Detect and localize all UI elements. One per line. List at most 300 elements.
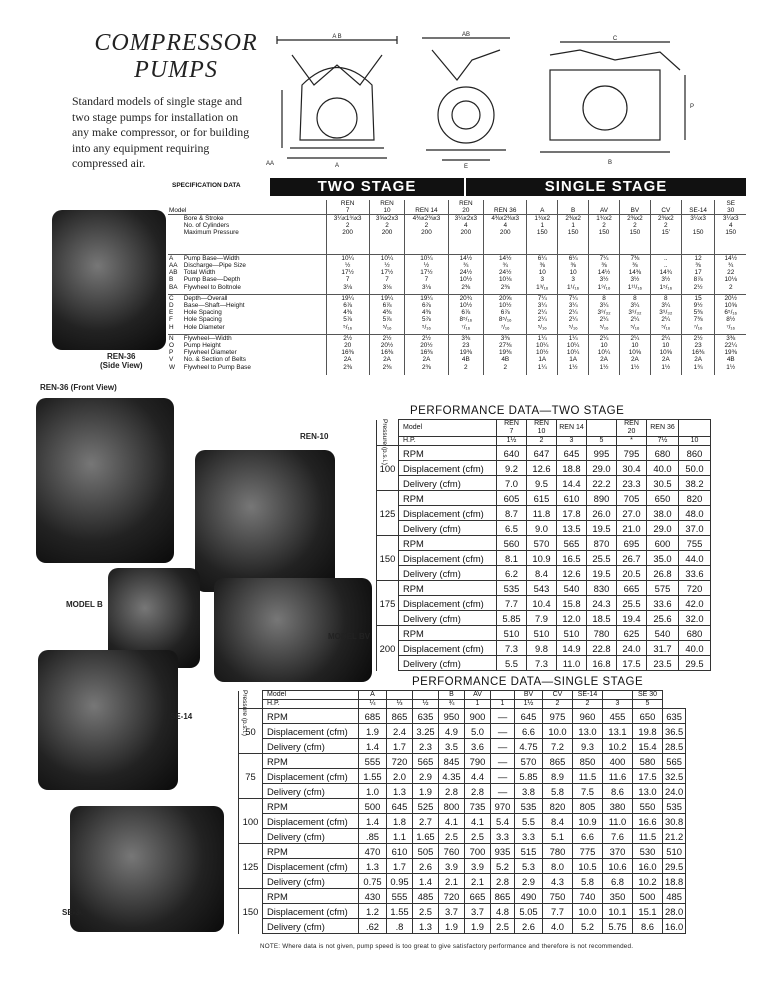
value-cell: 14.4 <box>557 476 587 491</box>
hp-value: ¼ <box>359 700 387 709</box>
value-cell: 7.7 <box>543 904 573 919</box>
spec-value: 2¼ 10 10⅝ 2A 1½ <box>619 335 650 375</box>
perf_two-data-row <box>377 461 711 476</box>
spec-letters: A AA AB B BA <box>168 255 183 295</box>
value-cell: 870 <box>587 536 617 551</box>
spec-model-header: REN 10 <box>369 200 405 215</box>
perf_two-data-row <box>377 566 711 581</box>
value-cell: 2.7 <box>413 814 439 829</box>
value-cell: 16.5 <box>557 551 587 566</box>
value-cell: 10.6 <box>603 859 633 874</box>
model-header: SE-14 <box>573 691 603 700</box>
spec-model-header: CV <box>650 200 681 215</box>
pressure-value: 75 <box>239 754 263 799</box>
value-cell: 3.6 <box>465 739 491 754</box>
row-parameter: Delivery (cfm) <box>399 566 497 581</box>
value-cell: 11.5 <box>633 829 663 844</box>
intro-text: Standard models of single stage and two stage pumps for installation on any make compressor, or for building into any equipment requiring compressed air. <box>72 94 250 170</box>
row-parameter: Delivery (cfm) <box>399 656 497 671</box>
row-parameter: RPM <box>263 709 359 724</box>
value-cell: 535 <box>497 581 527 596</box>
hp-value: * <box>617 437 647 446</box>
value-cell: 9.2 <box>497 461 527 476</box>
value-cell: 2.1 <box>439 874 465 889</box>
value-cell: 33.6 <box>647 596 679 611</box>
value-cell: 10.1 <box>603 904 633 919</box>
model-header <box>413 691 439 700</box>
value-cell: 530 <box>633 844 663 859</box>
row-parameter: RPM <box>399 446 497 461</box>
value-cell: 35.0 <box>647 551 679 566</box>
spec-value: 1¾x2 2 150 <box>589 215 620 255</box>
spec-value: 1¼ 10¼ 10½ 1A 1¼ <box>527 335 558 375</box>
model-bv-photo <box>214 578 372 682</box>
row-parameter: Delivery (cfm) <box>263 874 359 889</box>
value-cell: 1.4 <box>359 814 387 829</box>
value-cell: — <box>491 709 515 724</box>
spec-grid <box>168 200 746 375</box>
spec-value: 4⅜x2⅜x3 2 200 <box>405 215 448 255</box>
pressure-value: 100 <box>239 799 263 844</box>
model-header <box>387 691 413 700</box>
spec-value: 12 ⅜ 17 8⅞ 2½ <box>681 255 715 295</box>
se14-caption: SE-14 <box>170 712 193 721</box>
value-cell: 5.4 <box>491 814 515 829</box>
model-header: BV <box>515 691 543 700</box>
value-cell: 9.0 <box>527 521 557 536</box>
value-cell: 4.1 <box>465 814 491 829</box>
pressure-value: 200 <box>377 626 399 671</box>
two-stage-band: TWO STAGE <box>270 178 464 196</box>
spec-value: 3⅜ 23 19⅜ 4B 2 <box>448 335 484 375</box>
value-cell: 2.8 <box>491 874 515 889</box>
spec-model-header: B <box>558 200 589 215</box>
spec-letters: C D E F H <box>168 295 183 335</box>
value-cell: 15.8 <box>557 596 587 611</box>
value-cell: 18.5 <box>587 611 617 626</box>
value-cell: 8.7 <box>497 506 527 521</box>
pressure-value: 125 <box>239 844 263 889</box>
value-cell: 565 <box>663 754 686 769</box>
value-cell: 645 <box>387 799 413 814</box>
pressure-col-spacer <box>239 700 263 709</box>
value-cell: 24.0 <box>663 784 686 799</box>
value-cell: 1.2 <box>359 904 387 919</box>
value-cell: 2.8 <box>439 784 465 799</box>
spec-value: 2½ 20 16⅜ 2A 2⅜ <box>326 335 369 375</box>
value-cell: 735 <box>465 799 491 814</box>
value-cell: 6.6 <box>515 724 543 739</box>
value-cell: 21.0 <box>617 521 647 536</box>
value-cell: 4.0 <box>543 919 573 934</box>
value-cell: 2.9 <box>413 769 439 784</box>
perf_single-data-row <box>239 919 686 934</box>
spec-value: 2½ 23 16⅜ 2A 1¾ <box>681 335 715 375</box>
value-cell: 1.9 <box>413 784 439 799</box>
value-cell: 1.0 <box>359 784 387 799</box>
value-cell: 6.5 <box>497 521 527 536</box>
spec-model-header: SE 30 <box>715 200 746 215</box>
spec-model-header: REN 14 <box>405 200 448 215</box>
value-cell: 18.8 <box>663 874 686 889</box>
value-cell: 26.0 <box>587 506 617 521</box>
value-cell: 1.7 <box>387 739 413 754</box>
value-cell: 7.9 <box>527 611 557 626</box>
value-cell: 550 <box>633 799 663 814</box>
value-cell: 760 <box>439 844 465 859</box>
value-cell: 7.3 <box>527 656 557 671</box>
value-cell: 510 <box>497 626 527 641</box>
perf_single-data-row <box>239 874 686 889</box>
perf-single-title: PERFORMANCE DATA—SINGLE STAGE <box>412 676 644 688</box>
perf_two-data-row <box>377 506 711 521</box>
value-cell: 14.9 <box>557 641 587 656</box>
value-cell: 540 <box>557 581 587 596</box>
perf_two-data-row <box>377 626 711 641</box>
row-parameter: Delivery (cfm) <box>263 829 359 844</box>
value-cell: 21.2 <box>663 829 686 844</box>
value-cell: 3.7 <box>439 904 465 919</box>
spec-value: 15 9½ 5⅜ 7⅜ ⁷/₁₆ <box>681 295 715 335</box>
value-cell: 23.5 <box>647 656 679 671</box>
perf_single-data-row <box>239 904 686 919</box>
value-cell: 7.6 <box>603 829 633 844</box>
value-cell: 7.7 <box>497 596 527 611</box>
spec-labels: Pump Base—Width Discharge—Pipe Size Total Width Pump Base—Depth Flywheel to Boltnole <box>183 255 326 295</box>
value-cell: .85 <box>359 829 387 844</box>
value-cell: 1.55 <box>387 904 413 919</box>
spec-header <box>168 178 746 196</box>
row-parameter: Displacement (cfm) <box>399 506 497 521</box>
value-cell: .62 <box>359 919 387 934</box>
spec-model-header: REN 7 <box>326 200 369 215</box>
hp-label: H.P. <box>263 700 359 709</box>
page-title: COMPRESSOR PUMPS <box>94 30 258 83</box>
value-cell: 8.6 <box>603 784 633 799</box>
value-cell: 5.8 <box>543 784 573 799</box>
value-cell: 29.0 <box>587 461 617 476</box>
ren36-side-caption: REN-36 (Side View) <box>100 352 143 370</box>
value-cell: 29.5 <box>679 656 711 671</box>
value-cell: 6.2 <box>497 566 527 581</box>
value-cell: 19.5 <box>587 566 617 581</box>
perf_two-data-row <box>377 641 711 656</box>
row-parameter: Displacement (cfm) <box>263 904 359 919</box>
spec-value: 3⅝x2x3 2 200 <box>369 215 405 255</box>
value-cell: 42.0 <box>679 596 711 611</box>
perf_single-data-row <box>239 814 686 829</box>
model-label: Model <box>169 207 187 215</box>
value-cell: 680 <box>647 446 679 461</box>
perf_two-hp-row <box>377 437 711 446</box>
value-cell: 10.0 <box>543 724 573 739</box>
value-cell: 9.8 <box>527 641 557 656</box>
hp-value: ¾ <box>439 700 465 709</box>
value-cell: 5.85 <box>515 769 543 784</box>
value-cell: 543 <box>527 581 557 596</box>
value-cell: 5.3 <box>515 859 543 874</box>
value-cell: 3.9 <box>465 859 491 874</box>
value-cell: 5.0 <box>465 724 491 739</box>
value-cell: 720 <box>387 754 413 769</box>
svg-text:E: E <box>463 164 469 170</box>
perf_single-model-row <box>239 691 686 700</box>
perf-two-pressure-label: Pressure (p.s.i.) <box>381 419 388 465</box>
value-cell: 1.4 <box>413 874 439 889</box>
spec-value: 20½ 10⅝ 6⁵/₁₆ 8½ ⁷/₁₆ <box>715 295 746 335</box>
value-cell: 12.6 <box>527 461 557 476</box>
value-cell: 610 <box>387 844 413 859</box>
value-cell: 865 <box>387 709 413 724</box>
value-cell: 8.1 <box>497 551 527 566</box>
value-cell: 1.4 <box>359 739 387 754</box>
hp-value: 10 <box>679 437 711 446</box>
spec-value: 6¼ ⅜ 10 3 1³/₁₆ <box>527 255 558 295</box>
value-cell: 10.9 <box>527 551 557 566</box>
value-cell: 12.6 <box>557 566 587 581</box>
value-cell: 5.5 <box>515 814 543 829</box>
svg-text:A: A <box>334 163 340 169</box>
value-cell: 625 <box>617 626 647 641</box>
value-cell: 3.3 <box>491 829 515 844</box>
value-cell: 720 <box>679 581 711 596</box>
value-cell: 3.3 <box>515 829 543 844</box>
spec-label: SPECIFICATION DATA <box>172 182 241 189</box>
value-cell: 1.9 <box>359 724 387 739</box>
perf-two-stage <box>354 405 744 677</box>
svg-text:P: P <box>690 104 695 110</box>
hp-value: 1½ <box>515 700 543 709</box>
model-header: REN 10 <box>527 420 557 437</box>
spec-value: 10¼ ½ 17½ 7 3⅛ <box>405 255 448 295</box>
value-cell: 1.7 <box>387 859 413 874</box>
spec-model-header: REN 20 <box>448 200 484 215</box>
value-cell: 5.8 <box>573 874 603 889</box>
value-cell: 3.7 <box>465 904 491 919</box>
value-cell: 9.5 <box>527 476 557 491</box>
value-cell: 32.0 <box>679 611 711 626</box>
value-cell: 635 <box>413 709 439 724</box>
value-cell: 40.0 <box>679 641 711 656</box>
spec-model-row <box>168 200 746 215</box>
model-header: REN 36 <box>647 420 679 437</box>
value-cell: 400 <box>603 754 633 769</box>
value-cell: 4.9 <box>439 724 465 739</box>
spec-labels: Flywheel—Width Pump Height Flywheel Diameter No. & Section of Belts Flywheel to Pump Base <box>183 335 326 375</box>
value-cell: 12.0 <box>557 611 587 626</box>
se14-photo <box>38 650 178 790</box>
value-cell: 805 <box>573 799 603 814</box>
spec-value: 6¼ ⅜ 10 3 1¹/₁₆ <box>558 255 589 295</box>
spec-value: 2¼ 10 10¼ 2A 1½ <box>589 335 620 375</box>
value-cell: 2.1 <box>465 874 491 889</box>
value-cell: 605 <box>497 491 527 506</box>
value-cell: 31.7 <box>647 641 679 656</box>
row-parameter: Displacement (cfm) <box>263 724 359 739</box>
row-parameter: Delivery (cfm) <box>263 784 359 799</box>
value-cell: 50.0 <box>679 461 711 476</box>
value-cell: 647 <box>527 446 557 461</box>
model-header: REN 20 <box>617 420 647 437</box>
value-cell: 30.5 <box>647 476 679 491</box>
value-cell: 470 <box>359 844 387 859</box>
value-cell: 490 <box>515 889 543 904</box>
value-cell: 1.8 <box>387 814 413 829</box>
svg-text:AB: AB <box>461 32 471 38</box>
row-parameter: RPM <box>399 536 497 551</box>
value-cell: 3.5 <box>439 739 465 754</box>
row-parameter: Displacement (cfm) <box>263 769 359 784</box>
value-cell: 845 <box>439 754 465 769</box>
value-cell: 600 <box>647 536 679 551</box>
value-cell: 2.4 <box>387 724 413 739</box>
perf_single-data-row <box>239 754 686 769</box>
value-cell: 19.4 <box>617 611 647 626</box>
value-cell: 565 <box>413 754 439 769</box>
value-cell: 18.8 <box>557 461 587 476</box>
row-parameter: RPM <box>263 889 359 904</box>
value-cell: 705 <box>617 491 647 506</box>
value-cell: 665 <box>617 581 647 596</box>
row-parameter: Displacement (cfm) <box>399 461 497 476</box>
value-cell: 950 <box>439 709 465 724</box>
se30-photo <box>70 806 224 932</box>
value-cell: 560 <box>497 536 527 551</box>
spec-value: 2⅜x2 2 15' <box>650 215 681 255</box>
hp-value: 1 <box>491 700 515 709</box>
value-cell: 1.55 <box>359 769 387 784</box>
value-cell: 24.3 <box>587 596 617 611</box>
value-cell: 645 <box>515 709 543 724</box>
value-cell: 24.0 <box>617 641 647 656</box>
value-cell: 4.4 <box>465 769 491 784</box>
spec-value: 2½ 20½ 16⅜ 2A 2⅜ <box>369 335 405 375</box>
perf_two-data-row <box>377 476 711 491</box>
hp-value: 1 <box>465 700 491 709</box>
value-cell: 16.0 <box>633 859 663 874</box>
value-cell: 750 <box>543 889 573 904</box>
value-cell: 29.5 <box>663 859 686 874</box>
svg-text:C: C <box>612 36 618 42</box>
hp-value: 5 <box>587 437 617 446</box>
value-cell: 2.3 <box>413 739 439 754</box>
spec-value: 7¼ 3¼ 2¼ 2¼ ⁵/₁₆ <box>558 295 589 335</box>
perf-single-pressure-label: Pressure (p.s.i.) <box>241 690 248 736</box>
value-cell: 865 <box>491 889 515 904</box>
model-label: Model <box>399 420 497 437</box>
value-cell: 3.8 <box>515 784 543 799</box>
model-label: Model <box>263 691 359 700</box>
value-cell: 685 <box>359 709 387 724</box>
value-cell: 32.5 <box>663 769 686 784</box>
perf_two-data-row <box>377 551 711 566</box>
value-cell: 22.8 <box>587 641 617 656</box>
value-cell: 665 <box>465 889 491 904</box>
row-parameter: Delivery (cfm) <box>263 739 359 754</box>
hp-value: 1½ <box>497 437 527 446</box>
spec-value: 10¼ ½ 17½ 7 3⅛ <box>326 255 369 295</box>
value-cell: 700 <box>465 844 491 859</box>
value-cell: 11.6 <box>603 769 633 784</box>
spec-value: 19¼ 6⅞ 4⅜ 5⅞ ⁵/₁₆ <box>405 295 448 335</box>
model-header <box>679 420 711 437</box>
value-cell: 2.5 <box>465 829 491 844</box>
spec-value: 1¾x2 1 150 <box>527 215 558 255</box>
value-cell: 4.3 <box>543 874 573 889</box>
row-parameter: RPM <box>263 754 359 769</box>
value-cell: 8.9 <box>543 769 573 784</box>
value-cell: 830 <box>587 581 617 596</box>
spec-value: 14½ ¾ 24½ 10⅛ 2⅜ <box>484 255 527 295</box>
value-cell: 2.5 <box>491 919 515 934</box>
value-cell: 7.5 <box>573 784 603 799</box>
spec-value: .. .. 14¾ 3½ 1⁵/₁₆ <box>650 255 681 295</box>
value-cell: 11.5 <box>573 769 603 784</box>
perf_two-data-row <box>377 596 711 611</box>
value-cell: 5.05 <box>515 904 543 919</box>
value-cell: 17.8 <box>557 506 587 521</box>
spec-model-header: AV <box>589 200 620 215</box>
model-header: B <box>439 691 465 700</box>
value-cell: 820 <box>543 799 573 814</box>
perf-two-table <box>376 419 711 671</box>
value-cell: 17.5 <box>617 656 647 671</box>
model-bv-caption: MODEL BV <box>328 632 371 641</box>
row-parameter: Delivery (cfm) <box>399 611 497 626</box>
value-cell: 645 <box>557 446 587 461</box>
value-cell: 5.1 <box>543 829 573 844</box>
value-cell: 1.3 <box>359 859 387 874</box>
value-cell: 2.5 <box>439 829 465 844</box>
spec-letters: N O P V W <box>168 335 183 375</box>
model-header <box>491 691 515 700</box>
value-cell: 485 <box>413 889 439 904</box>
value-cell: 610 <box>557 491 587 506</box>
value-cell: 510 <box>557 626 587 641</box>
value-cell: 580 <box>633 754 663 769</box>
value-cell: 16.6 <box>633 814 663 829</box>
value-cell: 575 <box>647 581 679 596</box>
value-cell: 10.4 <box>527 596 557 611</box>
value-cell: 10.0 <box>573 904 603 919</box>
spec-value: 3¼x1¾x3 2 200 <box>326 215 369 255</box>
row-parameter: Displacement (cfm) <box>399 596 497 611</box>
hp-label: H.P. <box>399 437 497 446</box>
value-cell: 820 <box>679 491 711 506</box>
value-cell: 740 <box>573 889 603 904</box>
value-cell: 38.0 <box>647 506 679 521</box>
value-cell: 15.4 <box>633 739 663 754</box>
perf_two-data-row <box>377 446 711 461</box>
pressure-col-spacer <box>377 437 399 446</box>
value-cell: 4.75 <box>515 739 543 754</box>
spec-group-row <box>168 295 746 335</box>
spec-value: 8 3¼ 3⁹/₃₂ 2¼ ⁵/₁₆ <box>589 295 620 335</box>
value-cell: 26.8 <box>647 566 679 581</box>
spec-value: 7¼ ⅜ 14½ 3½ 1⁹/₁₆ <box>589 255 620 295</box>
value-cell: 525 <box>413 799 439 814</box>
value-cell: 19.8 <box>633 724 663 739</box>
ren36-front-photo <box>36 398 174 563</box>
perf_single-data-row <box>239 799 686 814</box>
perf-two-title: PERFORMANCE DATA—TWO STAGE <box>410 405 625 417</box>
value-cell: 535 <box>515 799 543 814</box>
perf_single-data-row <box>239 769 686 784</box>
perf_two-data-row <box>377 491 711 506</box>
value-cell: 0.75 <box>359 874 387 889</box>
value-cell: 4.1 <box>439 814 465 829</box>
value-cell: 19.5 <box>587 521 617 536</box>
